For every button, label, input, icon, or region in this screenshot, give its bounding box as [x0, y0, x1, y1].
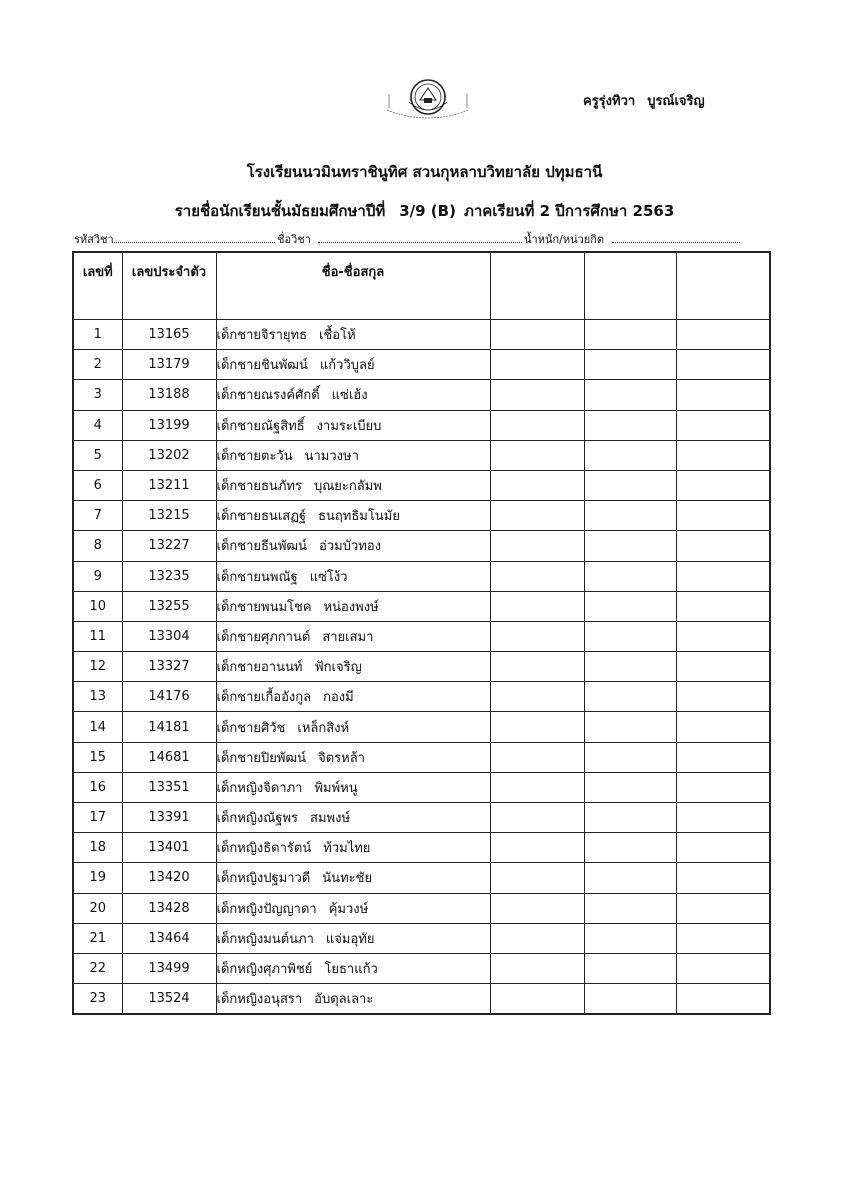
- student-id: 13255: [122, 591, 216, 621]
- student-name: [216, 561, 490, 591]
- student-id: 13351: [122, 772, 216, 802]
- student-name: [216, 501, 490, 531]
- table-row: [73, 652, 770, 682]
- table-row: [73, 833, 770, 863]
- blank-cell-3: [676, 470, 770, 500]
- blank-cell-3: [676, 350, 770, 380]
- blank-cell-3: [676, 380, 770, 410]
- student-name: [216, 531, 490, 561]
- blank-cell-2: [584, 742, 676, 772]
- student-name: [216, 410, 490, 440]
- row-number: 4: [73, 410, 122, 440]
- blank-cell-3: [676, 953, 770, 983]
- blank-cell-1: [490, 350, 584, 380]
- student-last-name: ธนฤทธิมโนมัย: [318, 509, 400, 525]
- student-name: [216, 712, 490, 742]
- student-first-name: เด็กชายอานนท์: [216, 660, 303, 676]
- student-last-name: คุ้มวงษ์: [328, 901, 369, 917]
- student-id: 13420: [122, 863, 216, 893]
- header-blank-3: [676, 252, 770, 320]
- blank-cell-1: [490, 621, 584, 651]
- blank-cell-3: [676, 742, 770, 772]
- blank-cell-2: [584, 501, 676, 531]
- student-last-name: สมพงษ์: [310, 811, 351, 827]
- student-last-name: สายเสมา: [322, 629, 374, 645]
- student-id: 13188: [122, 380, 216, 410]
- blank-cell-2: [584, 380, 676, 410]
- student-first-name: เด็กชายปิยพัฒน์: [216, 750, 307, 766]
- student-last-name: พิมพ์หนู: [314, 780, 358, 796]
- blank-cell-3: [676, 893, 770, 923]
- blank-cell-2: [584, 561, 676, 591]
- row-number: 2: [73, 350, 122, 380]
- student-first-name: เด็กหญิงอนุสรา: [216, 992, 303, 1008]
- blank-cell-3: [676, 833, 770, 863]
- blank-cell-3: [676, 682, 770, 712]
- blank-cell-2: [584, 350, 676, 380]
- table-row: [73, 772, 770, 802]
- blank-cell-1: [490, 380, 584, 410]
- blank-cell-2: [584, 772, 676, 802]
- blank-cell-3: [676, 410, 770, 440]
- student-last-name: ฟักเจริญ: [314, 660, 362, 676]
- subject-name-label: ชื่อวิชา: [277, 233, 311, 246]
- student-last-name: นามวงษา: [304, 448, 359, 464]
- blank-cell-3: [676, 320, 770, 350]
- row-number: 14: [73, 712, 122, 742]
- student-first-name: เด็กหญิงมนต์นภา: [216, 931, 314, 947]
- student-first-name: เด็กชายธนภัทร: [216, 479, 302, 495]
- student-name: [216, 893, 490, 923]
- blank-cell-1: [490, 984, 584, 1015]
- blank-cell-3: [676, 863, 770, 893]
- subject-code-blank: [112, 230, 275, 243]
- header-blank-1: [490, 252, 584, 320]
- row-number: 22: [73, 953, 122, 983]
- credit-label: น้ำหนัก/หน่วยกิต: [524, 233, 605, 246]
- school-seal-logo: [385, 74, 471, 124]
- student-name: [216, 803, 490, 833]
- student-last-name: เหล็กสิงห์: [297, 720, 350, 736]
- school-title: โรงเรียนนวมินทราชินูทิศ สวนกุหลาบวิทยาลัย ปทุมธานี: [246, 163, 603, 181]
- blank-cell-1: [490, 531, 584, 561]
- row-number: 20: [73, 893, 122, 923]
- blank-cell-2: [584, 410, 676, 440]
- row-number: 13: [73, 682, 122, 712]
- student-name: [216, 350, 490, 380]
- blank-cell-2: [584, 531, 676, 561]
- row-number: 15: [73, 742, 122, 772]
- blank-cell-1: [490, 772, 584, 802]
- row-number: 23: [73, 984, 122, 1015]
- student-first-name: เด็กชายศุภกานต์: [216, 629, 311, 645]
- roster-body: [73, 320, 770, 1015]
- class-label: 3/9 (B): [399, 202, 456, 220]
- blank-cell-2: [584, 682, 676, 712]
- teacher-first-name: ครูรุ่งทิวา: [583, 94, 636, 109]
- student-id: 13304: [122, 621, 216, 651]
- table-row: [73, 803, 770, 833]
- teacher-name: [583, 90, 705, 111]
- student-first-name: เด็กชายธนเสฏฐ์: [216, 509, 307, 525]
- row-number: 21: [73, 923, 122, 953]
- blank-cell-1: [490, 561, 584, 591]
- student-first-name: เด็กหญิงณัฐพร: [216, 811, 299, 827]
- student-id: 13235: [122, 561, 216, 591]
- student-first-name: เด็กหญิงจิดาภา: [216, 780, 303, 796]
- blank-cell-1: [490, 893, 584, 923]
- row-number: 3: [73, 380, 122, 410]
- student-last-name: โยธาแก้ว: [324, 962, 378, 978]
- blank-cell-3: [676, 772, 770, 802]
- student-last-name: ท้วมไทย: [323, 841, 371, 857]
- table-row: [73, 531, 770, 561]
- semester-label: ภาคเรียนที่ 2 ปีการศึกษา 2563: [463, 202, 675, 220]
- student-id: 13428: [122, 893, 216, 923]
- row-number: 19: [73, 863, 122, 893]
- blank-cell-3: [676, 440, 770, 470]
- student-first-name: เด็กชายนพณัฐ: [216, 569, 298, 585]
- student-name: [216, 953, 490, 983]
- table-row: [73, 953, 770, 983]
- table-row: [73, 712, 770, 742]
- blank-cell-2: [584, 953, 676, 983]
- blank-cell-2: [584, 440, 676, 470]
- student-name: [216, 380, 490, 410]
- student-name: [216, 320, 490, 350]
- student-id: 13199: [122, 410, 216, 440]
- student-last-name: แซ่เฮ้ง: [331, 388, 368, 404]
- list-title-text: รายชื่อนักเรียนชั้นมัธยมศึกษาปีที่: [174, 202, 386, 220]
- student-id: 14181: [122, 712, 216, 742]
- student-name: [216, 652, 490, 682]
- student-last-name: จิตรหล้า: [318, 750, 365, 766]
- teacher-last-name: บูรณ์เจริญ: [647, 94, 705, 109]
- table-row: [73, 984, 770, 1015]
- blank-cell-1: [490, 652, 584, 682]
- table-row: [73, 501, 770, 531]
- student-id: 13211: [122, 470, 216, 500]
- student-name: [216, 772, 490, 802]
- blank-cell-1: [490, 470, 584, 500]
- blank-cell-2: [584, 621, 676, 651]
- student-first-name: เด็กชายเกื้ออังกูล: [216, 690, 312, 706]
- student-last-name: บุณยะกลัมพ: [313, 479, 382, 495]
- subject-fields: [74, 230, 754, 246]
- student-last-name: แซ่โง้ว: [309, 569, 348, 585]
- table-row: [73, 863, 770, 893]
- blank-cell-3: [676, 531, 770, 561]
- student-first-name: เด็กชายชินพัฒน์: [216, 358, 308, 374]
- blank-cell-1: [490, 863, 584, 893]
- table-row: [73, 621, 770, 651]
- header-student-id: เลขประจำตัว: [122, 252, 216, 320]
- blank-cell-3: [676, 561, 770, 591]
- table-row: [73, 410, 770, 440]
- row-number: 6: [73, 470, 122, 500]
- student-last-name: แก้ววิบูลย์: [319, 358, 375, 374]
- blank-cell-2: [584, 863, 676, 893]
- student-name: [216, 923, 490, 953]
- row-number: 8: [73, 531, 122, 561]
- blank-cell-1: [490, 923, 584, 953]
- student-id: 14681: [122, 742, 216, 772]
- table-header-row: [73, 252, 770, 320]
- student-first-name: เด็กชายณรงค์ศักดิ์: [216, 388, 320, 404]
- blank-cell-3: [676, 803, 770, 833]
- blank-cell-1: [490, 833, 584, 863]
- student-name: [216, 470, 490, 500]
- blank-cell-2: [584, 470, 676, 500]
- student-roster-table: [72, 251, 771, 1015]
- blank-cell-1: [490, 682, 584, 712]
- credit-blank: [612, 230, 740, 243]
- blank-cell-2: [584, 652, 676, 682]
- blank-cell-2: [584, 320, 676, 350]
- row-number: 18: [73, 833, 122, 863]
- student-first-name: เด็กชายณัฐสิทธิ์: [216, 418, 305, 434]
- header-full-name: ชื่อ-ชื่อสกุล: [216, 252, 490, 320]
- student-id: 13499: [122, 953, 216, 983]
- table-row: [73, 682, 770, 712]
- student-id: 13524: [122, 984, 216, 1015]
- student-last-name: อ่วมบัวทอง: [319, 539, 381, 555]
- blank-cell-3: [676, 923, 770, 953]
- student-first-name: เด็กหญิงศุภาพิชย์: [216, 962, 313, 978]
- student-name: [216, 742, 490, 772]
- row-number: 1: [73, 320, 122, 350]
- blank-cell-1: [490, 712, 584, 742]
- student-last-name: แจ่มอุทัย: [325, 931, 375, 947]
- row-number: 16: [73, 772, 122, 802]
- student-name: [216, 621, 490, 651]
- blank-cell-3: [676, 621, 770, 651]
- table-row: [73, 350, 770, 380]
- blank-cell-2: [584, 893, 676, 923]
- student-last-name: เชื้อโห้: [319, 328, 356, 344]
- student-first-name: เด็กหญิงปัญญาดา: [216, 901, 317, 917]
- student-name: [216, 591, 490, 621]
- blank-cell-1: [490, 410, 584, 440]
- row-number: 17: [73, 803, 122, 833]
- blank-cell-3: [676, 984, 770, 1015]
- table-row: [73, 591, 770, 621]
- subject-code-label: รหัสวิชา: [74, 233, 114, 246]
- blank-cell-2: [584, 833, 676, 863]
- table-row: [73, 380, 770, 410]
- student-last-name: อับดุลเลาะ: [314, 992, 374, 1008]
- student-id: 13179: [122, 350, 216, 380]
- student-first-name: เด็กชายธีนพัฒน์: [216, 539, 308, 555]
- blank-cell-2: [584, 984, 676, 1015]
- student-last-name: นันทะชัย: [322, 871, 373, 887]
- blank-cell-3: [676, 591, 770, 621]
- table-row: [73, 742, 770, 772]
- row-number: 7: [73, 501, 122, 531]
- table-row: [73, 440, 770, 470]
- student-name: [216, 863, 490, 893]
- student-id: 13327: [122, 652, 216, 682]
- student-last-name: กองมี: [323, 690, 354, 706]
- blank-cell-3: [676, 501, 770, 531]
- student-id: 14176: [122, 682, 216, 712]
- blank-cell-3: [676, 652, 770, 682]
- row-number: 10: [73, 591, 122, 621]
- blank-cell-2: [584, 712, 676, 742]
- blank-cell-2: [584, 803, 676, 833]
- blank-cell-1: [490, 320, 584, 350]
- student-id: 13165: [122, 320, 216, 350]
- student-last-name: หน่องพงษ์: [323, 599, 379, 615]
- student-id: 13391: [122, 803, 216, 833]
- student-first-name: เด็กหญิงธิดารัตน์: [216, 841, 312, 857]
- blank-cell-1: [490, 953, 584, 983]
- blank-cell-1: [490, 591, 584, 621]
- table-row: [73, 320, 770, 350]
- student-id: 13202: [122, 440, 216, 470]
- student-first-name: เด็กชายตะวัน: [216, 448, 293, 464]
- student-first-name: เด็กหญิงปฐมาวดี: [216, 871, 311, 887]
- student-name: [216, 984, 490, 1015]
- blank-cell-2: [584, 923, 676, 953]
- student-first-name: เด็กชายจิรายุทธ: [216, 328, 308, 344]
- student-first-name: เด็กชายศิวัช: [216, 720, 286, 736]
- student-id: 13227: [122, 531, 216, 561]
- student-name: [216, 440, 490, 470]
- student-name: [216, 833, 490, 863]
- row-number: 5: [73, 440, 122, 470]
- student-name: [216, 682, 490, 712]
- student-id: 13401: [122, 833, 216, 863]
- student-first-name: เด็กชายพนมโชค: [216, 599, 312, 615]
- student-last-name: งามระเบียบ: [316, 418, 382, 434]
- table-row: [73, 923, 770, 953]
- student-id: 13464: [122, 923, 216, 953]
- table-row: [73, 470, 770, 500]
- student-id: 13215: [122, 501, 216, 531]
- blank-cell-3: [676, 712, 770, 742]
- blank-cell-2: [584, 591, 676, 621]
- table-row: [73, 893, 770, 923]
- list-title: [0, 199, 849, 223]
- blank-cell-1: [490, 742, 584, 772]
- row-number: 12: [73, 652, 122, 682]
- blank-cell-1: [490, 440, 584, 470]
- blank-cell-1: [490, 501, 584, 531]
- row-number: 9: [73, 561, 122, 591]
- row-number: 11: [73, 621, 122, 651]
- table-row: [73, 561, 770, 591]
- blank-cell-1: [490, 803, 584, 833]
- subject-name-blank: [318, 230, 522, 243]
- header-number: เลขที่: [73, 252, 122, 320]
- header-blank-2: [584, 252, 676, 320]
